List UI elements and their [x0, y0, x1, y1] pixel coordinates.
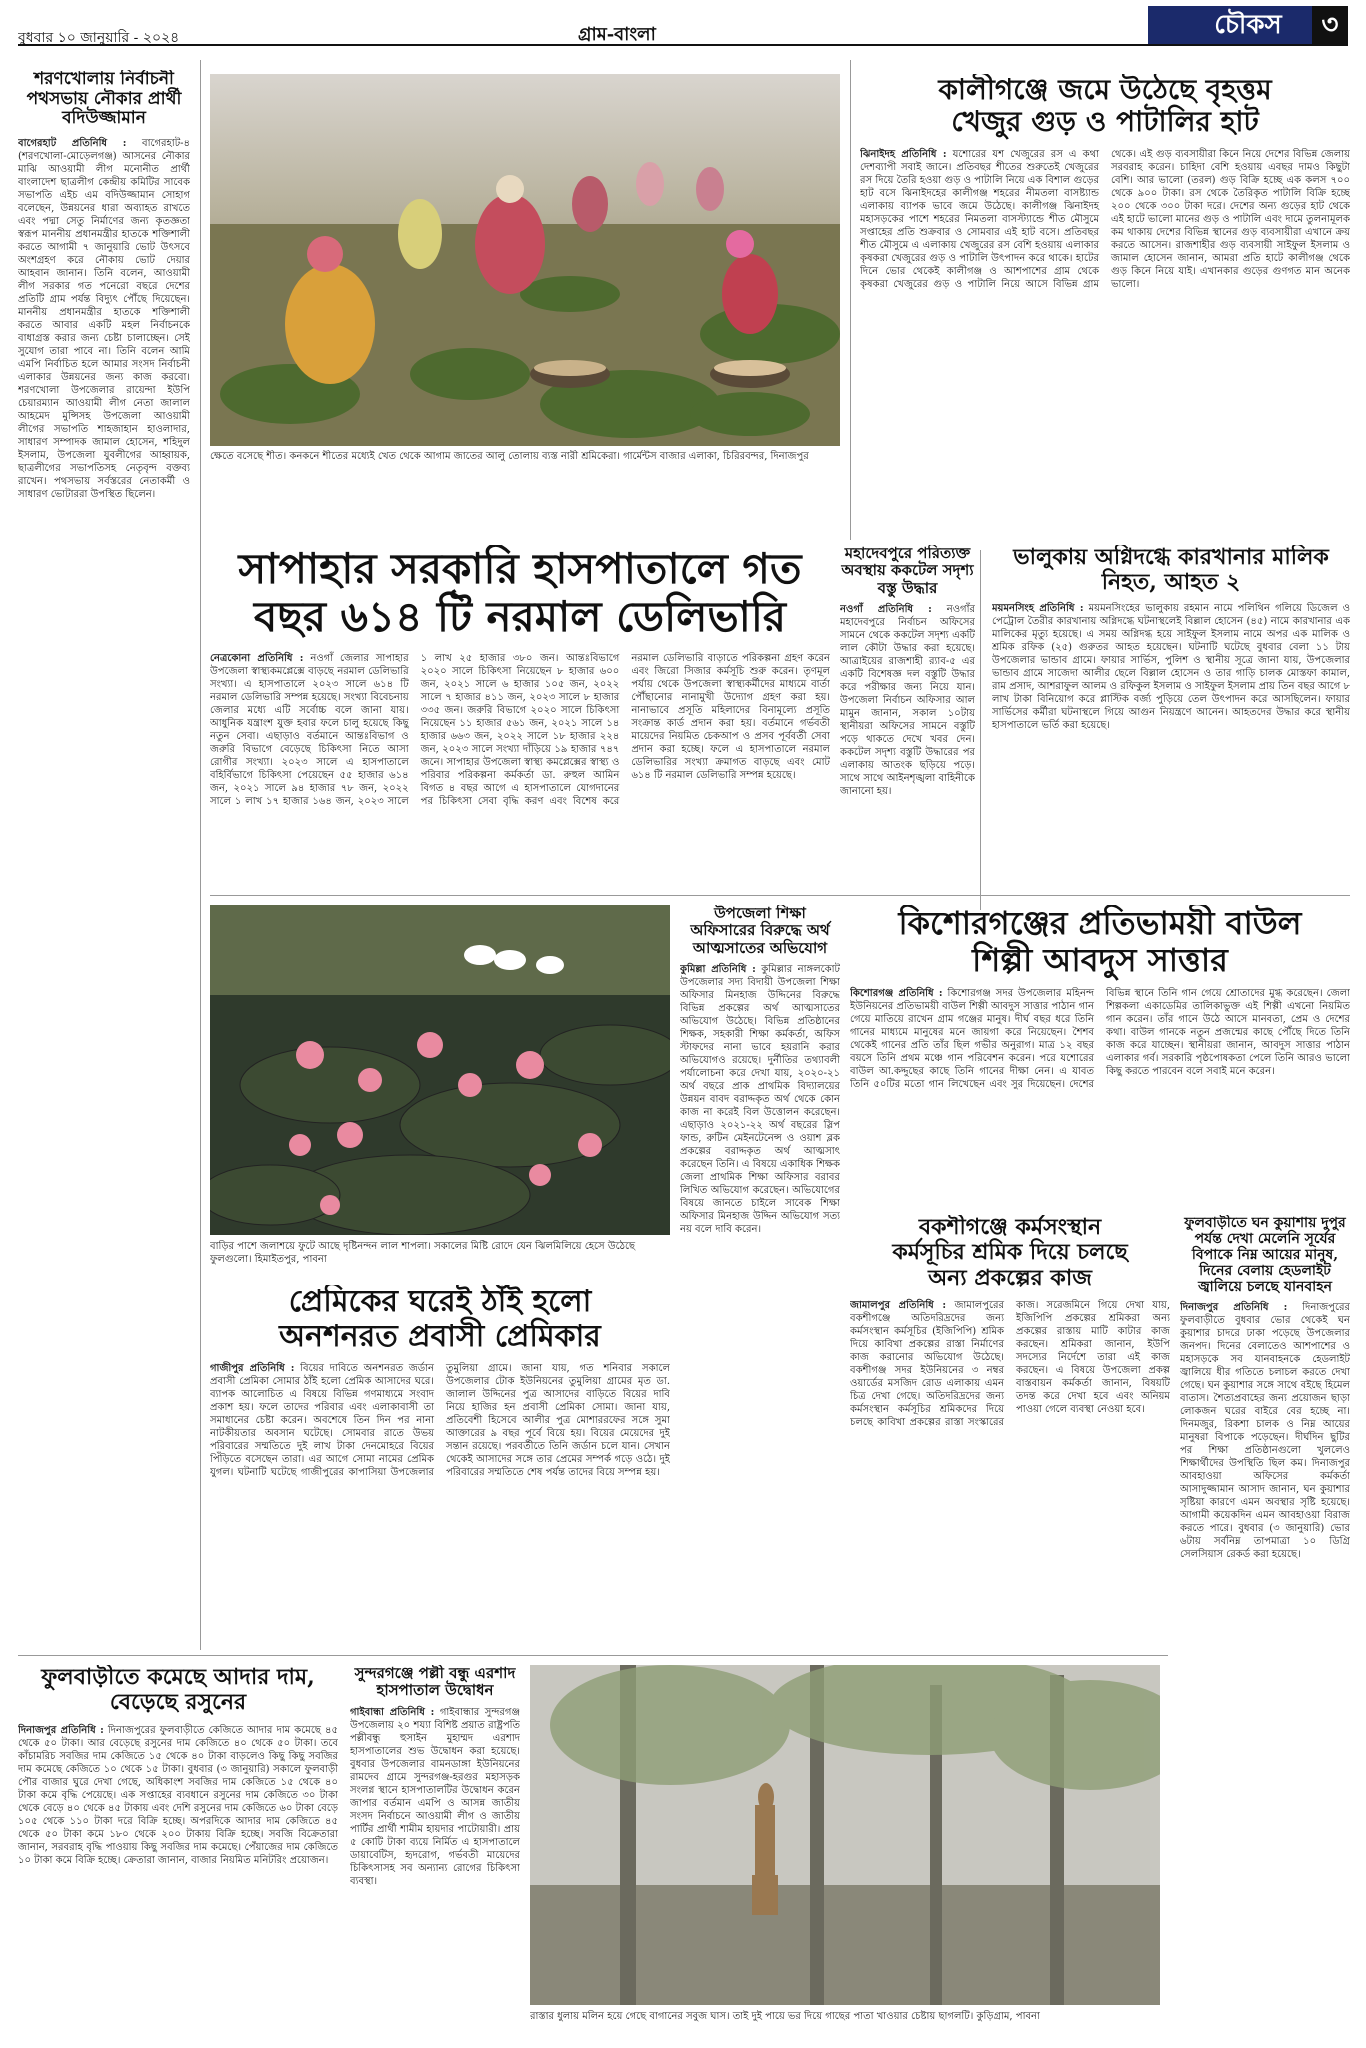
- article-text: জামালপুরের বকশীগঞ্জে অতিদরিদ্রদের জন্য কর্মসংস্থান কর্মসূচির (ইজিপিপি) শ্রমিক দিয়ে কাবিখা প্রকল্পের রাস্তা নির্মাণের কাজ করানোর অভিযোগ উঠেছে। বকশীগঞ্জ সদর ইউনিয়নের ৩ নম্বর ওয়ার্ডের মসজিদ রোড এলাকায় এমন চিত্র দেখা গেছে। অতিদরিদ্রদের জন্য কর্মসংস্থান কর্মসূচির শ্রমিকদের দিয়ে চলছে কাবিখা প্রকল্পের রাস্তা সংস্কারের কাজ। সরেজমিনে গিয়ে দেখা যায়, ইজিপিপি প্রকল্পের শ্রমিকরা অন্য প্রকল্পের রাস্তায় মাটি কাটার কাজ করছেন। শ্রমিকরা জানান, ইউপি সদস্যের নির্দেশে তারা এই কাজ করছেন। এ বিষয়ে উপজেলা প্রকল্প বাস্তবায়ন কর্মকর্তা জানান, বিষয়টি তদন্ত করে দেখা হবে এবং অনিয়ম পাওয়া গেলে ব্যবস্থা নেওয়া হবে।: [850, 1299, 1170, 1428]
- article-body: [850, 987, 1350, 1187]
- byline: গাজীপুর প্রতিনিধি :: [210, 1363, 295, 1374]
- article-premik: [210, 1285, 670, 1625]
- article-madhabpur: [840, 545, 975, 885]
- headline-line-2: বছর ৬১৪ টি নরমাল ডেলিভারি: [254, 592, 786, 642]
- headline: শরণখোলায় নির্বাচনী পথসভায় নৌকার প্রার্থী বদিউজ্জামান: [26, 70, 182, 129]
- column-rule: [980, 550, 981, 910]
- headline-line-2: শিল্পী আবদুস সাত্তার: [972, 940, 1228, 979]
- photo-caption: রাস্তার ধুলায় মলিন হয়ে গেছে বাগানের সবুজ ঘাস। তাই দুই পায়ে ভর দিয়ে গাছের পাতা খাওয়ার চেষ্টায় ছাগলটি। কুড়িগ্রাম, পাবনা: [530, 2011, 1040, 2022]
- article-baul: [850, 905, 1350, 1205]
- article-text: কুমিল্লার নাঙ্গলকোট উপজেলার সদ্য বিদায়ী উপজেলা শিক্ষা অফিসার মিনহাজ উদ্দিনের বিরুদ্ধে বিভিন্ন প্রকল্পের অর্থ আত্মসাতের অভিযোগ উঠেছে। বিভিন্ন প্রতিষ্ঠানের শিক্ষক, সহকারী শিক্ষা কর্মকর্তা, অফিস স্টাফদের নানা ভাবে হয়রানি করার অভিযোগও রয়েছে। দুর্নীতির তথ্যাবলী পর্যালোচনা করে দেখা যায়, ২০২০-২১ অর্থ বছরে প্রাক প্রাথমিক বিদ্যালয়ের উন্নয়ন বাবদ বরাদ্দকৃত অর্থ থেকে কোন কাজ না করেই বিল উত্তোলন করেছেন। এছাড়াও ২০২১-২২ অর্থ বছরের স্লিপ ফান্ড, রুটিন মেইনটেনেন্স ও ওয়াশ ব্লক প্রকল্পের বরাদ্দকৃত অর্থ আত্মসাৎ করেছেন তিনি। এ বিষয়ে একাধিক শিক্ষক জেলা প্রাথমিক শিক্ষা অফিসার বরাবর লিখিত অভিযোগ করেছেন। অভিযোগের বিষয়ে জানতে চাইলে সাবেক শিক্ষা অফিসার মিনহাজ উদ্দিন অভিযোগ সত্য নয় বলে দাবি করেন।: [680, 963, 840, 1235]
- article-text: ময়মনসিংহের ভালুকায় রহমান নামে পলিথিন গলিয়ে ডিজেল ও পেট্রোল তৈরীর কারখানায় অগ্নিদগ্ধে ঘটনাস্থলেই বিল্লাল হোসেন (৪৫) নামে কারখানার এক মালিকের মৃত্যু হয়েছে। এ সময় অগ্নিদগ্ধ হয়ে সাইফুল ইসলাম নামে অপর এক মালিক ও শ্রমিক রফিক (২৫) গুরুতর আহত হয়েছেন। ঘটনাটি ঘটেছে বুধবার বেলা ১১ টায় উপজেলার ভান্ডাব গ্রামে। ফায়ার সার্ভিস, পুলিশ ও স্থানীয় সূত্রে জানা যায়, উপজেলার ভান্ডাব গ্রামে সাজেদা আলীর ছেলে বিল্লাল হোসেন ও তার গাড়ি চালক মোস্তফা কামাল, রাম প্রসাদ, আশরাফুল আলম ও রফিকুল ইসলাম ও সাইফুল ইসলাম প্রায় তিন বছর আগে ৮ লাখ টাকা বিনিয়োগ করে প্লাস্টিক বর্জ্য পুড়িয়ে তেল উৎপাদন করে আসছিলেন। ফায়ার সার্ভিসের কর্মীরা ঘটনাস্থলে গিয়ে আগুন নিয়ন্ত্রণে আনেন। আহতদের উদ্ধার করে স্থানীয় হাসপাতালে ভর্তি করা হয়েছে।: [992, 602, 1350, 731]
- section-title: গ্রাম-বাংলা: [578, 24, 656, 45]
- byline: কিশোরগঞ্জ প্রতিনিধি :: [850, 987, 943, 999]
- article-text: নওগাঁ জেলার সাপাহার উপজেলা স্বাস্থ্যকমপ্লেক্সে বাড়ছে নরমাল ডেলিভারি সংখ্যা। এ হাসপাতালে ২০২৩ সালে ৬১৪ টি নরমাল ডেলিভারি সম্পন্ন হয়েছে। সংখ্যা বিবেচনায় জেলার মধ্যে এটি সর্বোচ্চ বলে জানা যায়। আধুনিক যন্ত্রাংশ যুক্ত হবার ফলে চালু হয়েছে কিছু নতুন সেবা। এছাড়াও বর্তমানে আন্তঃবিভাগ ও জরুরি বিভাগে বেড়েছে চিকিৎসা নিতে আসা রোগীর সংখ্যা। ২০২৩ সালে এ হাসপাতালে বহির্বিভাগে চিকিৎসা পেয়েছেন ৫৫ হাজার ৬১৪ জন, ২০২১ সালে ৯৪ হাজার ৭৮ জন, ২০২২ সালে ১ লাখ ১৭ হাজার ১৬৪ জন, ২০২৩ সালে ১ লাখ ২৫ হাজার ৩৮০ জন। আন্তঃবিভাগে ২০২০ সালে চিকিৎসা নিয়েছেন ৮ হাজার ৬০০ জন, ২০২১ সালে ৬ হাজার ১০৫ জন, ২০২২ সালে ৭ হাজার ৪১১ জন, ২০২৩ সালে ৮ হাজার ৩৩৫ জন। জরুরি বিভাগে ২০২০ সালে চিকিৎসা নিয়েছেন ১১ হাজার ৫৬১ জন, ২০২১ সালে ১৪ হাজার ৬৬৩ জন, ২০২২ সালে ১৮ হাজার ২২৪ জন, ২০২৩ সালে সংখ্যা দাঁড়িয়ে ১৯ হাজার ৭৪৭ জনে। সাপাহার উপজেলা স্বাস্থ্য কমপ্লেক্সের স্বাস্থ্য ও পরিবার পরিকল্পনা কর্মকর্তা ডা. রুহুল আমিন বিগত ৪ বছর আগে এ হাসপাতালে যোগদানের পর চিকিৎসা সেবা বৃদ্ধি করণ এবং বিশেষ করে নরমাল ডেলিভারি বাড়াতে পরিকল্পনা গ্রহণ করেন এবং জিরো সিজার কর্মসূচি শুরু করেন। তৃণমূল পর্যায় থেকে উপজেলা স্বাস্থ্যকর্মীদের মাধ্যমে বার্তা পৌঁছানোর নানামুখী উদ্যোগ গ্রহণ করা হয়। নানাভাবে প্রসূতি মহিলাদের বিনামূল্যে প্রসূতি সংক্রান্ত কার্ড প্রদান করা হয়। বর্তমানে গর্ভবতী মায়েদের নিয়মিত চেকআপ ও প্রসব পূর্ববর্তী সেবা প্রদান করা হচ্ছে। ফলে এ হাসপাতালে নরমাল ডেলিভারির সংখ্যা ক্রমাগত বাড়ছে এবং মোট ৬১৪ টি নরমাল ডেলিভারি সম্পন্ন হয়েছে।: [210, 652, 830, 807]
- headline-line-1: বকশীগঞ্জে কর্মসংস্থান: [918, 1215, 1102, 1240]
- issue-date: বুধবার ১০ জানুয়ারি - ২০২৪: [18, 30, 180, 46]
- byline: ঝিনাইদহ প্রতিনিধি :: [860, 149, 947, 161]
- headline-line-1: সাপাহার সরকারি হাসপাতালে গত: [238, 545, 802, 593]
- article-body: [1180, 1301, 1350, 1561]
- header-rule: [18, 44, 1348, 46]
- article-text: বাগেরহাট-৪ (শরণখোলা-মোড়েলগঞ্জ) আসনের নৌকার মাঝি আওয়ামী লীগ মনোনীত প্রার্থী বাংলাদেশ ছাত্রলীগ কেন্দ্রীয় কমিটির সাবেক সভাপতি এইচ এম বদিউজ্জামান সোহাগ বলেছেন, উন্নয়নের ধারা অব্যাহত রাখতে এবং পদ্মা সেতু নির্মাণের জন্য কৃতজ্ঞতা স্বরূপ মাননীয় প্রধানমন্ত্রীর হাতকে শক্তিশালী করতে আগামী ৭ জানুয়ারি ভোট উৎসবে অংশগ্রহণ করে নৌকায় ভোট দেয়ার আহবান জানান। তিনি বলেন, আওয়ামী লীগ সরকার গত পনেরো বছরে দেশের প্রতিটি গ্রাম পর্যন্ত বিদ্যুৎ পৌঁছে দিয়েছেন। মাননীয় প্রধানমন্ত্রীর হাতকে শক্তিশালী করতে আবার একটি মহল নির্বাচনকে বাধাগ্রস্ত করার জন্য চেষ্টা চালাচ্ছেন। সেই সুযোগ তারা পাবে না। তিনি বলেন আমি এমপি নির্বাচিত হলে আমার সংসদ নির্বাচনী এলাকার উন্নয়নের জন্য কাজ করবো। শরণখোলা উপজেলার রায়েন্দা ইউপি চেয়ারম্যান আওয়ামী লীগ নেতা জালাল আহমেদ মুন্সিসহ উপজেলা আওয়ামী লীগের সভাপতি শাহজাহান হাওলাদার, সাধারণ সম্পাদক জামাল হোসেন, শহিদুল ইসলাম, উপজেলা যুবলীগের আহ্বায়ক, ছাত্রলীগের সভাপতিসহ নেতৃবৃন্দ বক্তব্য রাখেন। পথসভায় সর্বস্তরের নেতাকর্মী ও সাধারণ ভোটাররা উপস্থিত ছিলেন।: [18, 137, 190, 500]
- article-text: নওগাঁর মহাদেবপুরে নির্বাচন অফিসের সামনে থেকে ককটেল সদৃশ্য একটি লাল কৌটা উদ্ধার করা হয়েছে। আত্রাইয়ের রাজশাহী র‍্যাব-৫ এর একটি বিশেষজ্ঞ দল বস্তুটি উদ্ধার করে পরীক্ষার জন্য নিয়ে যান। উপজেলা নির্বাচন অফিসার আল মামুন জানান, সকাল ১০টায় স্থানীয়রা অফিসের সামনে বস্তুটি পড়ে থাকতে দেখে খবর দেন। ককটেল সদৃশ্য বস্তুটি উদ্ধারের পর এলাকায় আতংক ছড়িয়ে পড়ে। সাথে সাথে আইনশৃঙ্খলা বাহিনীকে জানানো হয়।: [840, 603, 975, 797]
- byline: নওগাঁ প্রতিনিধি :: [840, 603, 932, 615]
- logo-text: চৌকস: [1214, 10, 1282, 40]
- headline: ভালুকায় অগ্নিদগ্ধে কারখানার মালিক নিহত, আহত ২: [1013, 545, 1329, 596]
- article-body: [840, 603, 975, 798]
- column-rule: [850, 60, 851, 540]
- headline-line-2: খেজুর গুড় ও পাটালির হাট: [951, 105, 1259, 139]
- headline: উপজেলা শিক্ষা অফিসারের বিরুদ্ধে অর্থ আত্মসাতের অভিযোগ: [690, 905, 830, 957]
- newspaper-logo: [1148, 6, 1348, 44]
- article-body: [18, 137, 190, 501]
- byline: দিনাজপুর প্রতিনিধি :: [18, 1724, 104, 1736]
- article-body: [350, 1706, 520, 1888]
- byline: কুমিল্লা প্রতিনিধি :: [680, 963, 756, 975]
- photo-potato-field: [210, 74, 840, 446]
- article-body: [992, 602, 1350, 732]
- headline-line-1: প্রেমিকের ঘরেই ঠাঁই হলো: [288, 1285, 592, 1319]
- photo-caption: ক্ষেতে বসেছে শীত। কনকনে শীতের মধ্যেই খেত থেকে আগাম জাতের আলু তোলায় ব্যস্ত নারী শ্রমিকেরা। গার্মেন্টস বাজার এলাকা, চিরিরবন্দর, দিনাজপুর: [210, 451, 809, 462]
- article-body: [210, 652, 830, 852]
- byline: বাগেরহাট প্রতিনিধি :: [18, 137, 127, 149]
- article-fog: [1180, 1215, 1350, 2035]
- headline-line-1: কিশোরগঞ্জের প্রতিভাময়ী বাউল: [898, 905, 1302, 942]
- article-text: দিনাজপুরের ফুলবাড়ীতে বুধবার ভোর থেকেই ঘন কুয়াশার চাদরে ঢাকা পড়েছে উপজেলার জনপদ। দিনের বেলাতেও আশপাশের ও মহাসড়কে সব যানবাহনকে হেডলাইট জ্বালিয়ে ধীর গতিতে চলাচল করতে দেখা গেছে। ঘন কুয়াশার সঙ্গে সাথে বইছে হিমেল বাতাস। শৈত্যপ্রবাহের জন্য প্রয়োজন ছাড়া লোকজন ঘরের বাইরে বের হচ্ছে না। দিনমজুর, রিকশা চালক ও নিম্ন আয়ের মানুষরা বিপাকে পড়েছেন। দীর্ঘদিন ছুটির পর শিক্ষা প্রতিষ্ঠানগুলো খুললেও শিক্ষার্থীদের উপস্থিতি ছিল কম। দিনাজপুর আবহাওয়া অফিসের কর্মকর্তা আসাদুজ্জামান আসাদ জানান, ঘন কুয়াশার সৃষ্টিয়া কারণে এমন অবস্থার সৃষ্টি হয়েছে। আগামী কয়েকদিন এমন আবহাওয়া বিরাজ করতে পারে। বুধবার (৩ জানুয়ারি) ভোর ৬টায় সর্বনিম্ন তাপমাত্রা ১০ ডিগ্রি সেলসিয়াস রেকর্ড করা হয়েছে।: [1180, 1302, 1350, 1561]
- headline: ফুলবাড়ীতে ঘন কুয়াশায় দুপুর পর্যন্ত দেখা মেলেনি সূর্যের বিপাকে নিম্ন আয়ের মানুষ, দিনের বেলায় হেডলাইট জ্বালিয়ে চলছে যানবাহন: [1184, 1215, 1346, 1296]
- article-adar: [18, 1665, 338, 2035]
- headline-line-1: কালীগঞ্জে জমে উঠেছে বৃহত্তম: [938, 74, 1272, 106]
- article-text: বিয়ের দাবিতে অনশনরত জর্ডান প্রবাসী প্রেমিকা সোমার ঠাঁই হলো প্রেমিক আসাদের ঘরে। ব্যাপক আলোচিত এ বিষয়ে বিভিন্ন গণমাধ্যমে সংবাদ প্রকাশ হয়। ফলে তাদের পরিবার এবং এলাকাবাসী তা সমাধানের চেষ্টা করেন। অবশেষে তিন দিন পর নানা নাটকীয়তার অবসান ঘটেছে। সোমবার রাতে উভয় পরিবারের সম্মতিতে দুই লাখ টাকা দেনমোহরে বিয়ের পিঁড়িতে বসেছেন তারা। এর আগে সোমা নামের প্রেমিক যুগল। ঘটনাটি ঘটেছে গাজীপুরের কাপাসিয়া উপজেলার তুমুলিয়া গ্রামে। জানা যায়, গত শনিবার সকালে উপজেলার টোক ইউনিয়নের তুমুলিয়া গ্রামের মৃত ডা. জালাল উদ্দিনের পুত্র আসাদের বাড়িতে বিয়ের দাবি নিয়ে হাজির হন প্রবাসী প্রেমিকা সোমা। জানা যায়, প্রতিবেশী হিসেবে আলীর পুত্র মোশাররফের সঙ্গে সুমা আক্তারের ৯ বছর পূর্বে বিয়ে হয়। বিয়ের মেয়েদের দুই সন্তান রয়েছে। পরবর্তীতে তিনি জর্ডান চলে যান। সেখান থেকেই আসাদের সঙ্গে তার প্রেমের সম্পর্ক গড়ে ওঠে। দুই পরিবারের সম্মতিতে শেষ পর্যন্ত তাদের বিয়ে সম্পন্ন হয়।: [210, 1363, 670, 1478]
- headline: মহাদেবপুরে পরিত্যক্ত অবস্থায় ককটেল সদৃশ্য বস্তু উদ্ধার: [841, 545, 974, 597]
- headline-line-2: কর্মসূচির শ্রমিক দিয়ে চলছে: [892, 1239, 1128, 1266]
- article-sharankhola: [18, 70, 190, 1650]
- article-body: [850, 1299, 1170, 1599]
- article-bakshiganj: [850, 1215, 1170, 1635]
- article-body: [210, 1362, 670, 1612]
- article-body: [860, 148, 1350, 518]
- article-text: গাইবান্ধার সুন্দরগঞ্জ উপজেলায় ২০ শয্যা বিশিষ্ট প্রয়াত রাষ্ট্রপতি পল্লীবন্ধু হুসাইন মুহাম্মদ এরশাদ হাসপাতালের শুভ উদ্বোধন করা হয়েছে। বুধবার উপজেলার বামনডাঙ্গা ইউনিয়নের রামদেব গ্রামে সুন্দরগঞ্জ-হরগুর মহাসড়ক সংলগ্ন স্থানে হাসপাতালটির উদ্বোধন করেন জাপার বর্তমান এমপি ও আসন্ন জাতীয় সংসদ নির্বাচনে আওয়ামী লীগ ও জাতীয় পার্টির প্রার্থী শামীম হায়দার পাটোয়ারী। প্রায় ৫ কোটি টাকা ব্যয়ে নির্মিত এ হাসপাতালে ডায়াবেটিস, হৃদরোগ, গর্ভবতী মায়েদের চিকিৎসাসহ সব অন্যান্য রোগের চিকিৎসা ব্যবস্থা।: [350, 1706, 520, 1887]
- section-rule: [210, 895, 1350, 896]
- section-rule: [18, 1655, 1168, 1656]
- photo-caption: বাড়ির পাশে জলাশয়ে ফুটে আছে দৃষ্টিনন্দন লাল শাপলা। সকালের মিষ্টি রোদে যেন ঝিলমিলিয়ে হেসে উঠেছে ফুলগুলো। হিমাইতপুর, পাবনা: [210, 1241, 636, 1265]
- column-rule: [200, 60, 201, 1650]
- article-education-officer: [680, 905, 840, 1525]
- byline: ময়মনসিংহ প্রতিনিধি :: [992, 602, 1084, 614]
- page-header: [18, 6, 1348, 46]
- byline: জামালপুর প্রতিনিধি :: [850, 1299, 947, 1311]
- headline: সুন্দরগঞ্জে পল্লী বন্ধু এরশাদ হাসপাতাল উদ্বোধন: [354, 1665, 516, 1700]
- article-body: [18, 1724, 338, 1867]
- article-khejur: [860, 74, 1350, 544]
- article-text: কিশোরগঞ্জ সদর উপজেলার মহিনন্দ ইউনিয়নের প্রতিভাময়ী বাউল শিল্পী আবদুস সাত্তার পাঠান গান গেয়ে মাতিয়ে রাখেন গ্রাম গঞ্জের মানুষ। দীর্ঘ বছর ধরে তিনি গানের মাধ্যমে মানুষের মনে জায়গা করে নিয়েছেন। শৈশব থেকেই গানের প্রতি তাঁর ছিল গভীর অনুরাগ। মাত্র ১২ বছর বয়সে তিনি প্রথম মঞ্চে গান পরিবেশন করেন। পরে যশোরের বাউল আ.কদ্দুছের কাছে তিনি গানের দীক্ষা নেন। এ যাবত তিনি ৫০টির মতো গান লিখেছেন এবং সুর দিয়েছেন। দেশের বিভিন্ন স্থানে তিনি গান গেয়ে শ্রোতাদের মুগ্ধ করেছেন। জেলা শিল্পকলা একাডেমির তালিকাভুক্ত এই শিল্পী এখনো নিয়মিত গান করেন। তাঁর গানে উঠে আসে মানবতা, প্রেম ও দেশের কথা। বাউল গানকে নতুন প্রজন্মের কাছে পৌঁছে দিতে তিনি কাজ করে যাচ্ছেন। স্থানীয়রা জানান, আবদুস সাত্তার পাঠান এলাকার গর্ব। সরকারি পৃষ্ঠপোষকতা পেলে তিনি আরও ভালো কিছু করতে পারবেন বলে সবাই মনে করেন।: [850, 987, 1350, 1090]
- photo-goat-tree: [530, 1665, 1160, 2005]
- article-sundarganj: [350, 1665, 520, 2035]
- photo-lotus-pond: [210, 905, 670, 1235]
- headline-line-3: অন্য প্রকল্পের কাজ: [928, 1264, 1092, 1291]
- article-text: যশোরের যশ খেজুরের রস এ কথা দেশব্যাপী সবাই জানে। প্রতিবছর শীতের শুরুতেই খেজুরের রস দিয়ে তৈরি হওয়া গুড় ও পাটালি নিয়ে এক বিশাল গুড়ের হাট বসে ঝিনাইদহের কালীগঞ্জ শহরের নীমতলা বাসষ্ট্যান্ড এলাকায় ব্যাপক ভাবে জমে উঠেছে। কালীগঞ্জ ঝিনাইদহ মহাসড়কের পাশে শহরের নিমতলা বাসস্ট্যান্ডে শীত মৌসুমে সপ্তাহের প্রতি শুক্রবার ও সোমবার এই হাট বসে। প্রতিবছর শীত মৌসুমে এ এলাকায় খেজুরের রস বেশি হওয়ায় এলাকার কৃষকরা খেজুরের গুড় ও পাটালি উৎপাদন করে থাকে। হাটের দিনে ভোর থেকেই কালীগঞ্জ ও আশপাশের গ্রাম থেকে কৃষকরা খেজুরের গুড় ও পাটালি নিয়ে আসে বিভিন্ন গ্রাম থেকে। এই গুড় ব্যবসায়ীরা কিনে নিয়ে দেশের বিভিন্ন জেলায় সরবরাহ করেন। চাহিদা বেশি হওয়ায় এবছর দামও কিছুটা বেশি। আর ভালো (তরল) গুড় বিক্রি হচ্ছে এক কলস ৭০০ থেকে ৯০০ টাকা। রস থেকে তৈরিকৃত পাটালি বিক্রি হচ্ছে ২০০ থেকে ৩০০ টাকা দরে। দেশের অন্য গুড়ের হাট থেকে এই হাটে ভালো মানের গুড় ও পাটালি এবং দামে তুলনামূলক কম থাকায় দেশের বিভিন্ন স্থানের গুড় ব্যবসায়ীরা এখানে ক্রয় করতে আসেন। রাজশাহীর গুড় ব্যবসায়ী সাইফুল ইসলাম ও জামাল হোসেন জানান, আমরা প্রতি হাটে কালীগঞ্জ থেকে গুড় কিনে নিয়ে যাই। এখানকার গুড়ের গুণগত মান অনেক ভালো।: [860, 149, 1350, 291]
- article-text: দিনাজপুরের ফুলবাড়ীতে কেজিতে আদার দাম কমেছে ৪৫ থেকে ৫০ টাকা। আর বেড়েছে রসুনের দাম কেজিতে ৪০ থেকে ৫০ টাকা। তবে কাঁচামরিচ সবজির দাম কেজিতে ১৫ থেকে ৪০ টাকা বাড়লেও কিছু কিছু সবজির দাম কমেছে কেজিতে ১০ থেকে ১৫ টাকা। বুধবার (৩ জানুয়ারি) সকালে ফুলবাড়ী পৌর বাজার ঘুরে দেখা গেছে, অধিকাংশ সবজির দাম কেজিতে ১৫ থেকে ৪০ টাকা কমে বৃদ্ধি পেয়েছে। এক সপ্তাহের ব্যবধানে রসুনের দাম কেজিতে ৩০ টাকা থেকে বেড়ে ৪০ থেকে ৪৫ টাকায় এবং দেশি রসুনের দাম কেজিতে ৬০ টাকা বেড়ে ১০৫ থেকে ১১০ টাকা দরে বিক্রি হচ্ছে। অপরদিকে আদার দাম কেজিতে ৪৫ থেকে ৫০ টাকা কমে ১৮০ থেকে ২০০ টাকায় বিক্রি হচ্ছে। সবজি বিক্রেতারা জানান, সরবরাহ বৃদ্ধি পাওয়ায় কিছু সবজির দাম কমেছে। পেঁয়াজের দাম কেজিতে ১০ টাকা কমে বিক্রি হচ্ছে। ক্রেতারা জানান, বাজার নিয়মিত মনিটরিং প্রয়োজন।: [18, 1724, 338, 1866]
- byline: গাইবান্ধা প্রতিনিধি :: [350, 1706, 435, 1718]
- article-bhaluka: [992, 545, 1350, 885]
- headline-line-2: অনশনরত প্রবাসী প্রেমিকার: [279, 1318, 601, 1354]
- byline: দিনাজপুর প্রতিনিধি :: [1180, 1302, 1288, 1314]
- page-number: ৩: [1312, 6, 1348, 44]
- headline: ফুলবাড়ীতে কমেছে আদার দাম, বেড়েছে রসুনের: [41, 1665, 315, 1716]
- article-body: [680, 963, 840, 1236]
- byline: নেত্রকোনা প্রতিনিধি :: [210, 652, 304, 664]
- article-sapahar: [210, 545, 830, 875]
